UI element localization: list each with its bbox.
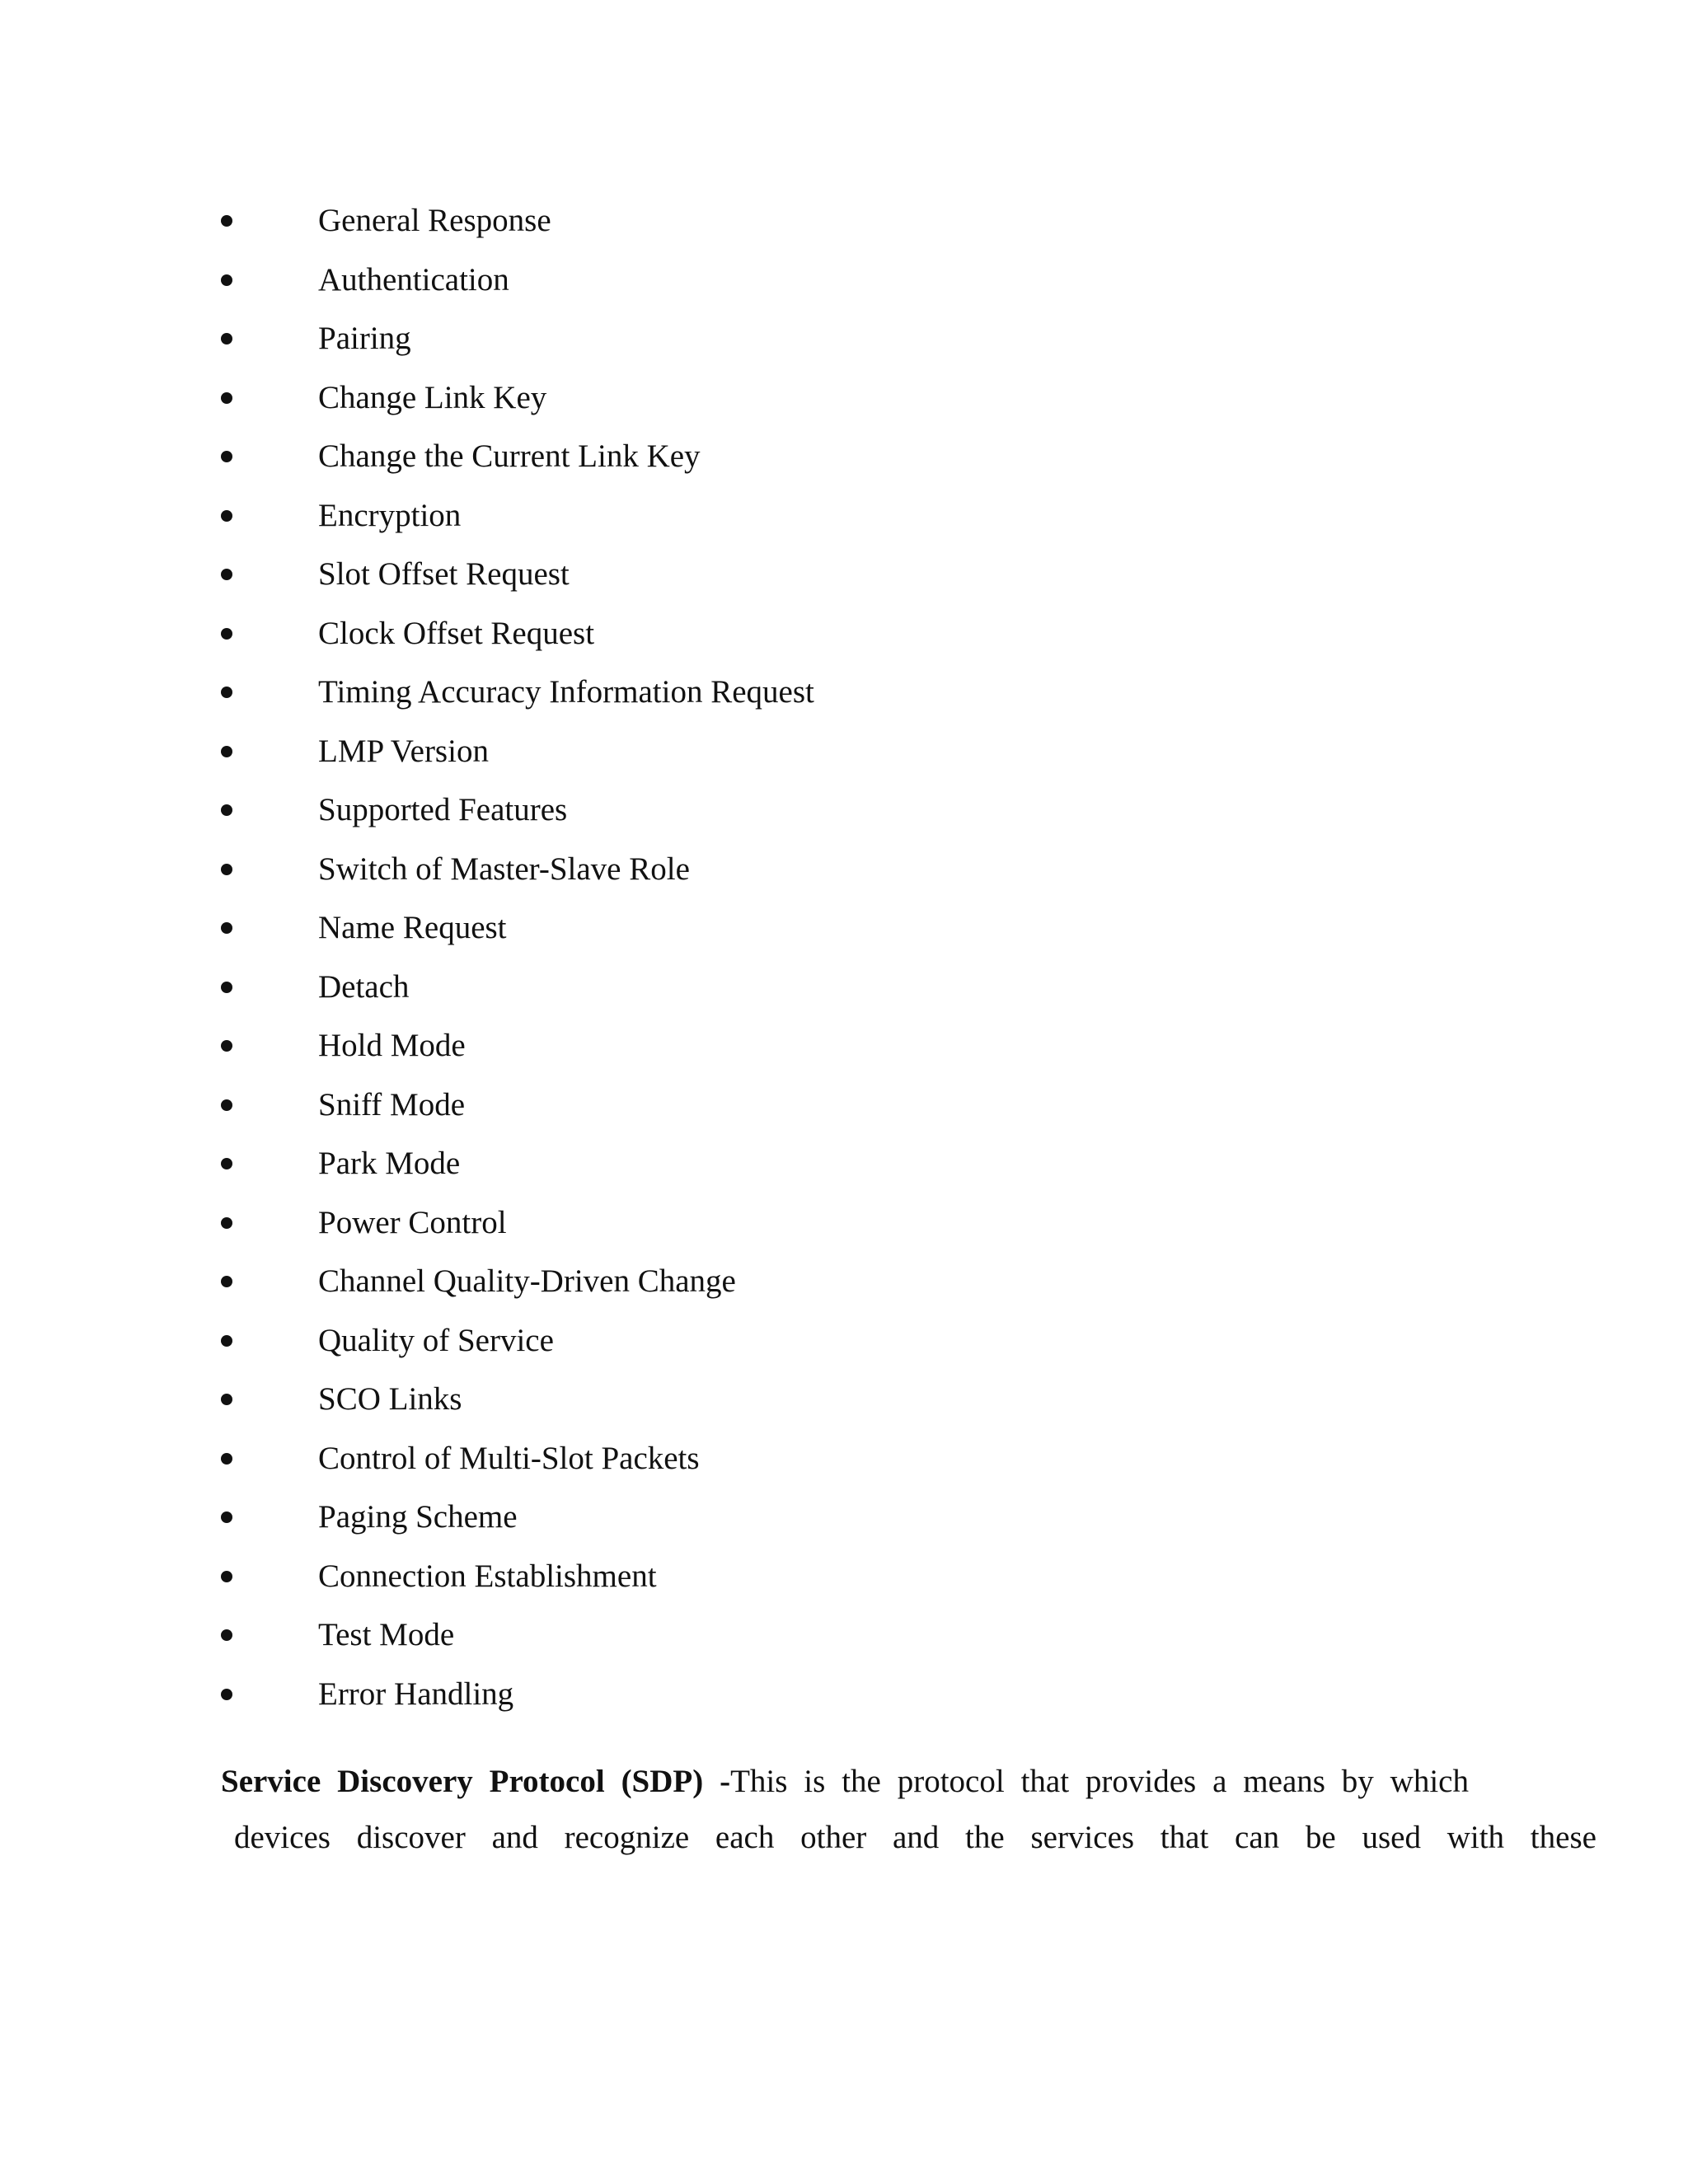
list-item-text: Detach [318, 968, 410, 1005]
bullet-icon [221, 628, 232, 640]
list-item-text: LMP Version [318, 733, 489, 769]
bullet-icon [221, 1511, 232, 1523]
bullet-icon [221, 215, 232, 227]
list-item-text: Name Request [318, 910, 507, 945]
bullet-icon [221, 510, 232, 522]
bullet-icon [221, 864, 232, 875]
bullet-icon [221, 1276, 232, 1287]
list-item-text: Change Link Key [318, 379, 547, 415]
bullet-icon [221, 746, 232, 757]
sdp-term: Service Discovery Protocol (SDP) - [221, 1764, 731, 1799]
bullet-icon [221, 333, 232, 344]
bullet-icon [221, 1158, 232, 1169]
bullet-icon [221, 982, 232, 993]
list-item-text: General Response [318, 203, 551, 238]
list-item-text: Paging Scheme [318, 1499, 518, 1535]
list-item-text: Test Mode [318, 1617, 455, 1652]
bullet-icon [221, 451, 232, 462]
list-item-text: Hold Mode [318, 1028, 466, 1063]
list-item-text: Clock Offset Request [318, 615, 595, 651]
bullet-icon [221, 687, 232, 698]
bullet-icon [221, 569, 232, 580]
list-item-text: Control of Multi-Slot Packets [318, 1440, 700, 1476]
list-item-text: Change the Current Link Key [318, 438, 701, 474]
list-item-text: SCO Links [318, 1381, 462, 1417]
list-item-text: Pairing [318, 321, 411, 356]
bullet-icon [221, 274, 232, 286]
bullet-icon [221, 1217, 232, 1229]
bullet-icon [221, 1394, 232, 1405]
list-item-text: Supported Features [318, 792, 568, 827]
list-item-text: Channel Quality-Driven Change [318, 1263, 736, 1299]
list-item-text: Sniff Mode [318, 1086, 466, 1122]
list-item-text: Error Handling [318, 1675, 514, 1712]
bullet-icon [221, 392, 232, 404]
list-item-text: Switch of Master-Slave Role [318, 851, 690, 887]
bullet-icon [221, 1629, 232, 1641]
list-item-text: Authentication [318, 261, 509, 298]
paragraph-line [221, 1810, 1597, 1866]
bullet-icon [221, 1453, 232, 1465]
paragraph-line [221, 1754, 1469, 1810]
paragraph-text: devices discover and recognize each other and the services that can be used with these [234, 1820, 1597, 1855]
bullet-icon [221, 1099, 232, 1111]
list-item-text: Timing Accuracy Information Request [318, 674, 814, 710]
bullet-icon [221, 804, 232, 816]
bullet-icon [221, 1335, 232, 1347]
list-item-text: Slot Offset Request [318, 556, 570, 592]
list-item-text: Connection Establishment [318, 1558, 657, 1594]
list-item-text: Power Control [318, 1204, 507, 1240]
list-item-text: Encryption [318, 497, 462, 533]
list-item-text: Park Mode [318, 1146, 461, 1181]
bullet-icon [221, 1040, 232, 1052]
paragraph-text: This is the protocol that provides a means by which [730, 1764, 1469, 1799]
bullet-icon [221, 1689, 232, 1700]
sdp-paragraph [221, 1754, 1597, 1866]
list-item-text: Quality of Service [318, 1322, 554, 1358]
bullet-icon [221, 1571, 232, 1582]
bullet-icon [221, 922, 232, 934]
